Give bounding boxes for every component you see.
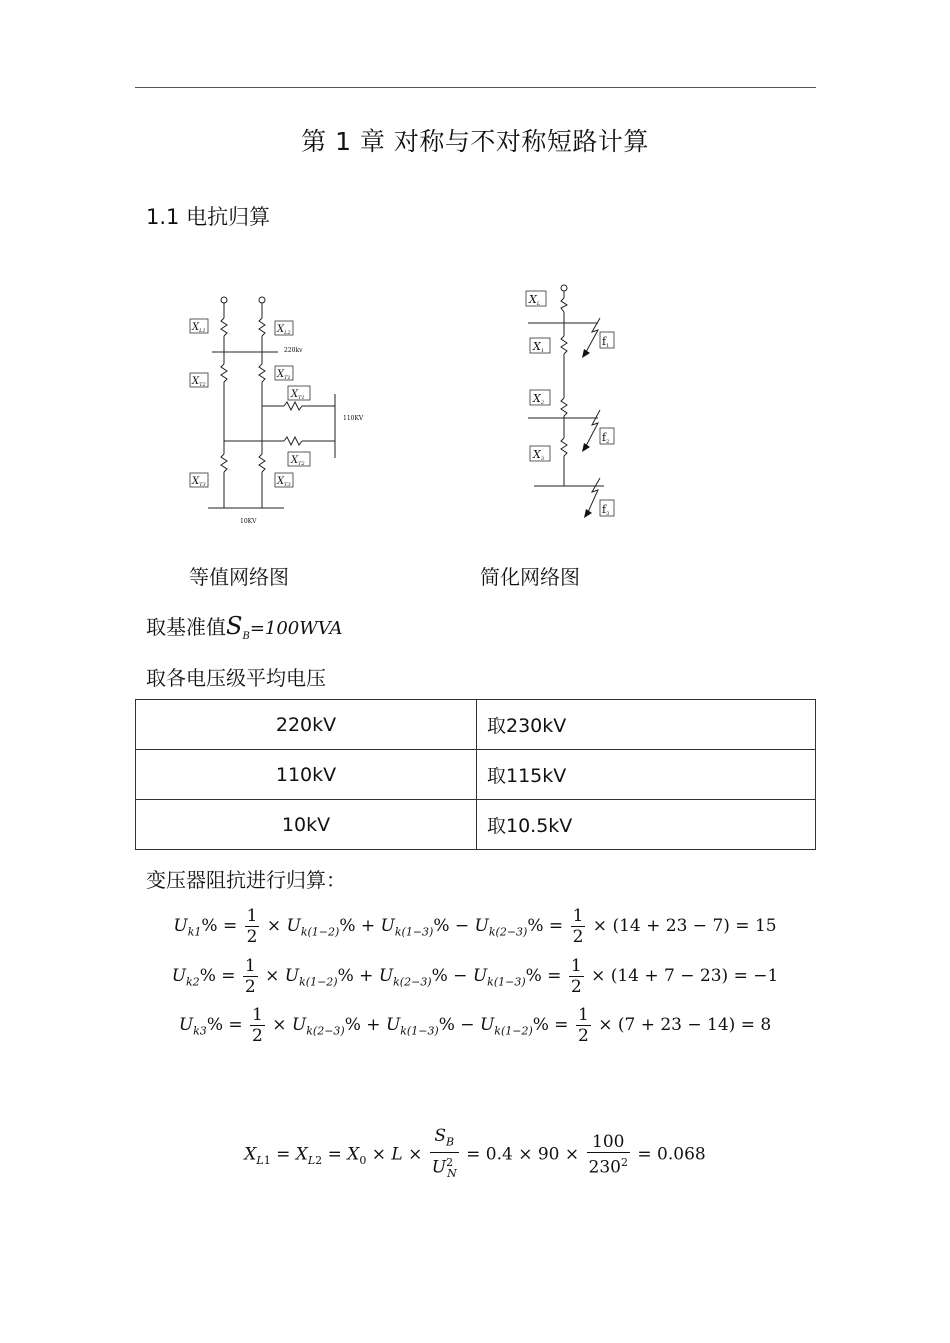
resistor-xt3b bbox=[259, 454, 265, 472]
resistor-x1 bbox=[561, 336, 567, 354]
label-f3: f3 bbox=[602, 503, 610, 517]
label-xt2b: $X_{T2}$ bbox=[291, 455, 305, 467]
label-xt3b: $X_{T3}$ bbox=[277, 476, 291, 488]
base-power-prefix: 取基准值 bbox=[146, 615, 226, 639]
resistor-xt1a bbox=[221, 364, 227, 382]
source-node-1 bbox=[221, 297, 227, 303]
resistor-xt2a bbox=[284, 402, 302, 410]
fault-arrow-3 bbox=[588, 478, 600, 512]
figure-caption-left: 等值网络图 bbox=[189, 565, 289, 589]
transformer-heading: 变压器阻抗进行归算： bbox=[146, 868, 346, 892]
label-xt1b: $X_{T1}$ bbox=[277, 369, 291, 381]
base-power-subscript: B bbox=[242, 631, 250, 642]
section-title: 1.1 电抗归算 bbox=[146, 205, 271, 229]
label-f1: f1 bbox=[602, 335, 610, 349]
bus-110-label: 110KV bbox=[343, 415, 364, 422]
voltage-table bbox=[135, 699, 816, 850]
table-cell-take: 取230kV bbox=[477, 700, 816, 750]
label-f2: f2 bbox=[602, 431, 610, 445]
resistor-xt3a bbox=[221, 454, 227, 472]
equation-uk1: $U_{k1}\%$ = $\frac{1}{2}$ × $U_{k(1-2)}\% + U_{k(1-3)}\% - U_{k(2-3)}\%$ = $\frac{1}{2}$ × (14 + 23 − 7) = 15 bbox=[173, 906, 777, 947]
table-cell-level: 10kV bbox=[136, 800, 477, 850]
resistor-xt2b bbox=[284, 437, 302, 445]
fault-arrow-2 bbox=[586, 410, 600, 446]
label-x1: X1 bbox=[533, 340, 545, 354]
table-row bbox=[136, 800, 816, 850]
equation-uk2: $U_{k2}\%$ = $\frac{1}{2}$ × $U_{k(1-2)}\% + U_{k(2-3)}\% - U_{k(1-3)}\%$ = $\frac{1}{2}$ × (14 + 7 − 23) = −1 bbox=[171, 956, 779, 997]
table-cell-level: 220kV bbox=[136, 700, 477, 750]
figure-caption-right: 简化网络图 bbox=[480, 565, 580, 589]
resistor-xl2 bbox=[259, 318, 265, 336]
equation-xl: $X_{L1} = X_{L2} = X_0 \times L$ × $\frac{S_B}{U^2_N}$ = 0.4 × 90 × $\frac{100}{230^2}$ = 0.068 bbox=[244, 1126, 706, 1181]
simplified-network-diagram bbox=[520, 280, 630, 520]
source-node bbox=[561, 285, 567, 291]
label-xl1: $X_{L1}$ bbox=[192, 322, 206, 334]
equation-uk3: $U_{k3}\%$ = $\frac{1}{2}$ × $U_{k(2-3)}\% + U_{k(1-3)}\% - U_{k(1-2)}\%$ = $\frac{1}{2}$ × (7 + 23 − 14) = 8 bbox=[178, 1005, 772, 1046]
header-rule bbox=[135, 87, 816, 88]
chapter-title: 第 1 章 对称与不对称短路计算 bbox=[301, 127, 649, 156]
label-xl2: $X_{L2}$ bbox=[277, 324, 291, 336]
resistor-xt1b bbox=[259, 364, 265, 382]
resistor-xl1 bbox=[221, 318, 227, 336]
label-x3: X3 bbox=[533, 448, 545, 462]
table-cell-take: 取115kV bbox=[477, 750, 816, 800]
table-cell-take: 取10.5kV bbox=[477, 800, 816, 850]
table-row bbox=[136, 750, 816, 800]
resistor-x3 bbox=[561, 438, 567, 456]
label-xl: XL bbox=[529, 293, 541, 307]
bus-10-label: 10KV bbox=[240, 518, 257, 525]
resistor-xl bbox=[561, 298, 567, 312]
label-x2: X2 bbox=[533, 392, 545, 406]
base-power-value: =100WVA bbox=[249, 618, 343, 639]
table-cell-level: 110kV bbox=[136, 750, 477, 800]
avg-voltage-heading: 取各电压级平均电压 bbox=[146, 666, 326, 690]
label-xt2a: $X_{T1}$ bbox=[291, 389, 305, 401]
base-power-line bbox=[146, 611, 343, 642]
table-row bbox=[136, 700, 816, 750]
equivalent-network-diagram bbox=[180, 290, 380, 530]
label-xt3a: $X_{T3}$ bbox=[192, 476, 206, 488]
resistor-x2 bbox=[561, 398, 567, 416]
label-xt2a-left: $X_{T2}$ bbox=[192, 376, 206, 388]
bus-220-label: 220kv bbox=[284, 347, 303, 354]
base-power-symbol: S bbox=[226, 612, 243, 640]
source-node-2 bbox=[259, 297, 265, 303]
